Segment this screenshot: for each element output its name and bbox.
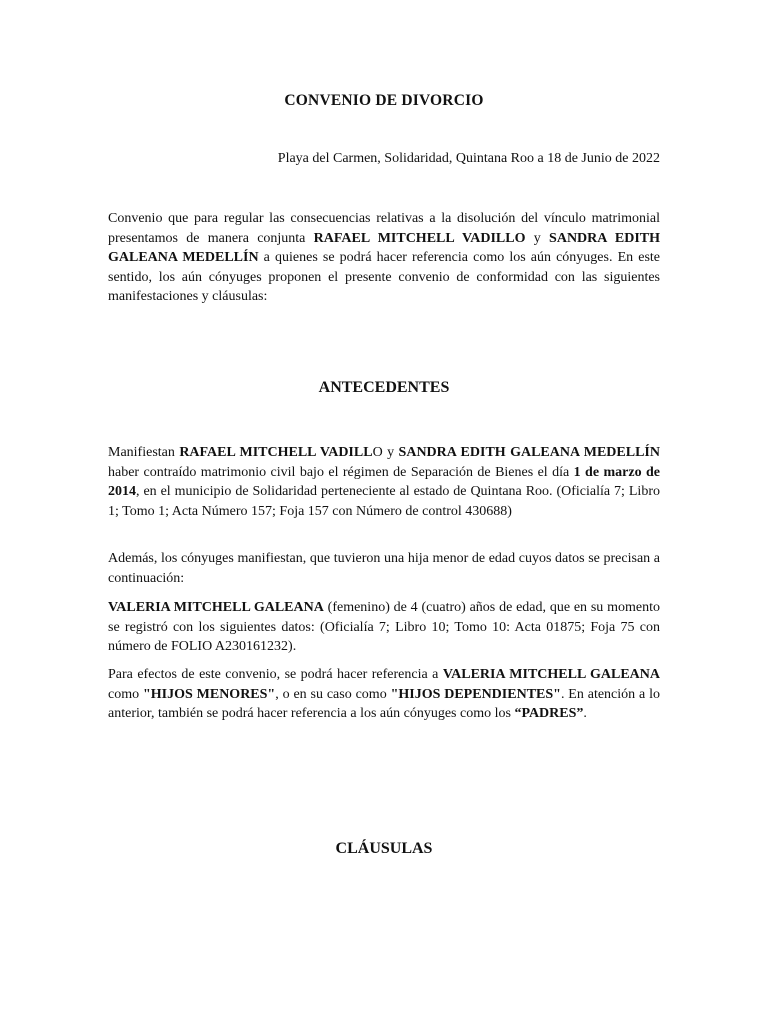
ant1-date: 1 de marzo de 2014 (108, 464, 660, 500)
ant1-text-3: haber contraído matrimonio civil bajo el régimen de Separación de Bienes el día (108, 464, 574, 480)
antecedentes-paragraph-3 (108, 598, 660, 657)
ant1-text-2: y (382, 445, 399, 460)
ant4-term-hijos-menores: "HIJOS MENORES" (142, 686, 276, 702)
ant2-text-1: Además, los cónyuges manifiestan, que tuvieron una hija menor de edad cuyos datos se precisan a continuación: (108, 551, 660, 586)
ant1-name-sandra: SANDRA EDITH GALEANA MEDELLÍN (398, 445, 660, 460)
clausulas-heading: CLÁUSULAS (335, 840, 433, 857)
intro-paragraph (108, 209, 660, 307)
antecedentes-heading: ANTECEDENTES (318, 379, 450, 396)
ant1-text-1: Manifiestan (108, 445, 180, 460)
ant4-term-hijos-dependientes: "HIJOS DEPENDIENTES" (390, 686, 561, 702)
ant4-text-3: , o en su caso como (275, 686, 391, 702)
intro-name-sandra: SANDRA EDITH GALEANA MEDELLÍN (108, 230, 661, 266)
ant1-text-1b: O (372, 445, 383, 460)
ant1-name-rafael: RAFAEL MITCHELL VADILL (179, 445, 373, 460)
document-title: CONVENIO DE DIVORCIO (284, 92, 484, 109)
ant4-name-valeria: VALERIA MITCHELL GALEANA (442, 667, 660, 682)
ant1-text-4: , en el municipio de Solidaridad perteneciente al estado de Quintana Roo. (Oficialía 7; Libro 1; Tomo 1; Acta Número 157; Foja 157 con Número de control 430688) (108, 484, 660, 519)
ant4-text-1: Para efectos de este convenio, se podrá hacer referencia a (108, 667, 443, 682)
ant4-text-4: . En atención a lo anterior, también se podrá hacer referencia a los aún cónyuges como los (108, 686, 660, 722)
ant4-text-5: . (583, 706, 587, 722)
antecedentes-paragraph-1 (108, 443, 660, 521)
ant4-text-2: como (108, 686, 143, 702)
intro-text-1: Convenio que para regular las consecuencias relativas a la disolución del vínculo matrimonial presentamos de manera conjunta (108, 211, 660, 246)
ant4-term-padres: “PADRES” (514, 706, 584, 722)
ant3-text-1: (femenino) de 4 (cuatro) años de edad, que en su momento se registró con los siguientes datos: (Oficialía 7; Libro 10; Tomo 10: Acta 01875; Foja 75 con número de FOLIO A230161232). (108, 600, 660, 655)
intro-text-2: y (525, 230, 550, 246)
place-date-line: Playa del Carmen, Solidaridad, Quintana Roo a 18 de Junio de 2022 (277, 151, 660, 166)
intro-name-rafael: RAFAEL MITCHELL VADILLO (313, 230, 526, 246)
intro-text-3: a quienes se podrá hacer referencia como los aún cónyuges. En este sentido, los aún cónyuges proponen el presente convenio de conformidad con las siguientes manifestaciones y cláusulas: (108, 250, 660, 305)
antecedentes-paragraph-4 (108, 665, 660, 724)
ant3-name-valeria: VALERIA MITCHELL GALEANA (108, 600, 324, 615)
antecedentes-paragraph-2 (108, 549, 660, 588)
